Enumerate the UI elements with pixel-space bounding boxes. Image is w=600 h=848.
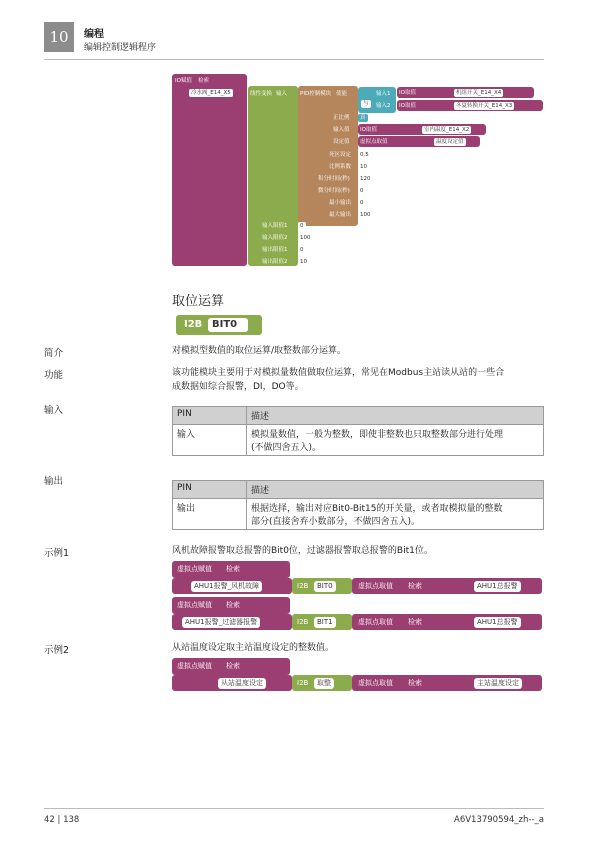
io-value-label: IO取值 (399, 90, 416, 96)
src-dropdown[interactable]: 主站温度设定 (474, 678, 522, 689)
mode-dropdown[interactable]: 取整 (314, 678, 334, 689)
switch2-dropdown[interactable]: 冬夏转换开关_E14_X3 (456, 103, 513, 109)
search-label: 检索 (226, 565, 240, 573)
max-out-label: 最大输出 (329, 212, 352, 218)
example2-diagram (172, 658, 544, 694)
and-dropdown[interactable]: 与 (363, 101, 369, 107)
output-pin: 输出 (173, 499, 247, 530)
out-limit2-value[interactable]: 10 (300, 259, 307, 265)
target2-dropdown[interactable]: AHU1报警_过滤器报警 (182, 617, 260, 628)
output-table (172, 480, 544, 530)
integral-value[interactable]: 120 (360, 176, 371, 182)
io-assign-label: IO赋值 (175, 78, 192, 84)
dead-band-value[interactable]: 0.5 (360, 152, 369, 158)
doc-id: A6V13790594_zh--_a (454, 815, 544, 825)
in-limit1-label: 输入限值1 (262, 223, 288, 229)
assign-label: 虚拟点赋值 (177, 601, 212, 609)
virtual-value-label: 虚拟点取值 (360, 139, 388, 145)
col-pin: PIN (173, 481, 247, 499)
out-limit1-label: 输出限值1 (262, 247, 288, 253)
chapter-subtitle: 编辑控制逻辑程序 (84, 43, 157, 53)
function-label: 功能 (44, 370, 64, 381)
example1-label: 示例1 (44, 548, 70, 559)
io-target-dropdown[interactable]: 冷水阀_E14_X5 (191, 90, 231, 96)
example1-diagram (172, 561, 544, 633)
intro-text: 对模拟型数值的取位运算/取整数部分运算。 (172, 346, 347, 356)
assign-label: 虚拟点赋值 (177, 565, 212, 573)
i2b-block[interactable] (176, 315, 262, 335)
search-label: 检索 (408, 618, 422, 626)
src2-dropdown[interactable]: AHU1总报警 (474, 617, 521, 628)
in-limit1-value[interactable]: 0 (300, 223, 304, 229)
forward-label: 正比例 (333, 115, 350, 121)
min-out-value[interactable]: 0 (360, 200, 364, 206)
search-label: 检索 (226, 601, 240, 609)
function-text-2: 成数据如综合报警，DI，DO等。 (172, 382, 304, 392)
example2-text: 从站温度设定取主站温度设定的整数值。 (172, 643, 335, 653)
chapter-title: 编程 (84, 29, 104, 40)
input-pin: 输入 (173, 425, 247, 456)
input1-label: 输入1 (376, 91, 391, 97)
out-limit2-label: 输出限值2 (262, 259, 288, 265)
example2-label: 示例2 (44, 645, 70, 656)
setpoint-label: 设定值 (333, 139, 350, 145)
in-limit2-value[interactable]: 100 (300, 235, 311, 241)
io-value-label: IO取值 (360, 127, 377, 133)
in-limit2-label: 输入限值2 (262, 235, 288, 241)
switch1-dropdown[interactable]: 机组开关_E14_X4 (456, 90, 502, 96)
pid-label: PID控制模块 (300, 91, 332, 97)
input-src-dropdown[interactable]: 室内温度_E14_X2 (424, 127, 470, 133)
search-label: 检索 (198, 78, 210, 84)
col-pin: PIN (173, 407, 247, 425)
i2b-label: I2B (297, 582, 309, 590)
i2b-label: I2B (184, 319, 203, 330)
target1-dropdown[interactable]: AHU1报警_风机故障 (191, 581, 262, 592)
dead-band-label: 死区设定 (329, 152, 352, 158)
i2b-label: I2B (297, 679, 309, 687)
input-label: 输入 (44, 405, 64, 416)
output-desc: 根据选择，输出对应Bit0-Bit15的开关量，或者取模拟量的整数 部分(直接舍弃小数部分，不做四舍五入)。 (247, 499, 544, 530)
input-table (172, 406, 544, 456)
min-out-label: 最小输出 (329, 200, 352, 206)
pid-block-diagram (172, 72, 544, 272)
search-label: 检索 (408, 679, 422, 687)
setpoint-src-dropdown[interactable]: 温度设定值 (436, 139, 464, 145)
vget-label: 虚拟点取值 (358, 582, 393, 590)
io-value-label: IO取值 (399, 103, 416, 109)
bit0-dropdown[interactable]: BIT0 (314, 581, 336, 592)
max-out-value[interactable]: 100 (360, 212, 371, 218)
target-dropdown[interactable]: 从站温度设定 (218, 678, 266, 689)
example1-text: 风机故障报警取总报警的Bit0位，过滤器报警取总报警的Bit1位。 (172, 546, 433, 556)
assign-label: 虚拟点赋值 (177, 662, 212, 670)
col-desc: 描述 (247, 407, 544, 425)
intro-label: 简介 (44, 348, 64, 359)
out-limit1-value[interactable]: 0 (300, 247, 304, 253)
linear-input-label: 输入 (276, 91, 288, 97)
io-assign-block (172, 74, 247, 266)
derivative-label: 微分时间(秒) (318, 188, 350, 194)
footer-divider (44, 808, 544, 809)
src1-dropdown[interactable]: AHU1总报警 (474, 581, 521, 592)
function-text-1: 该功能模块主要用于对模拟量数值做取位运算，常见在Modbus主站读从站的一些合 (172, 368, 505, 378)
section-title: 取位运算 (172, 294, 225, 309)
bit1-dropdown[interactable]: BIT1 (314, 617, 336, 628)
proportional-value[interactable]: 10 (360, 164, 367, 170)
page-number: 42 | 138 (44, 815, 80, 825)
vget-label: 虚拟点取值 (358, 618, 393, 626)
input-desc: 模拟量数值，一般为整数，即使非整数也只取整数部分进行处理 (不做四舍五入)。 (247, 425, 544, 456)
enable-label: 使能 (336, 91, 348, 97)
proportional-label: 比例系数 (329, 164, 352, 170)
chapter-number: 10 (44, 22, 74, 52)
true-dropdown[interactable]: 真 (360, 115, 366, 121)
output-label: 输出 (44, 476, 64, 487)
input-value-label: 输入值 (333, 127, 350, 133)
search-label: 检索 (408, 582, 422, 590)
derivative-value[interactable]: 0 (360, 188, 364, 194)
header-divider (44, 59, 544, 60)
col-desc: 描述 (247, 481, 544, 499)
integral-label: 积分时间(秒) (318, 176, 350, 182)
input2-label: 输入2 (376, 103, 391, 109)
linear-label: 线性变换 (250, 91, 273, 97)
vget-label: 虚拟点取值 (358, 679, 393, 687)
bit-dropdown[interactable]: BIT0 (208, 318, 248, 332)
i2b-label: I2B (297, 618, 309, 626)
search-label: 检索 (226, 662, 240, 670)
